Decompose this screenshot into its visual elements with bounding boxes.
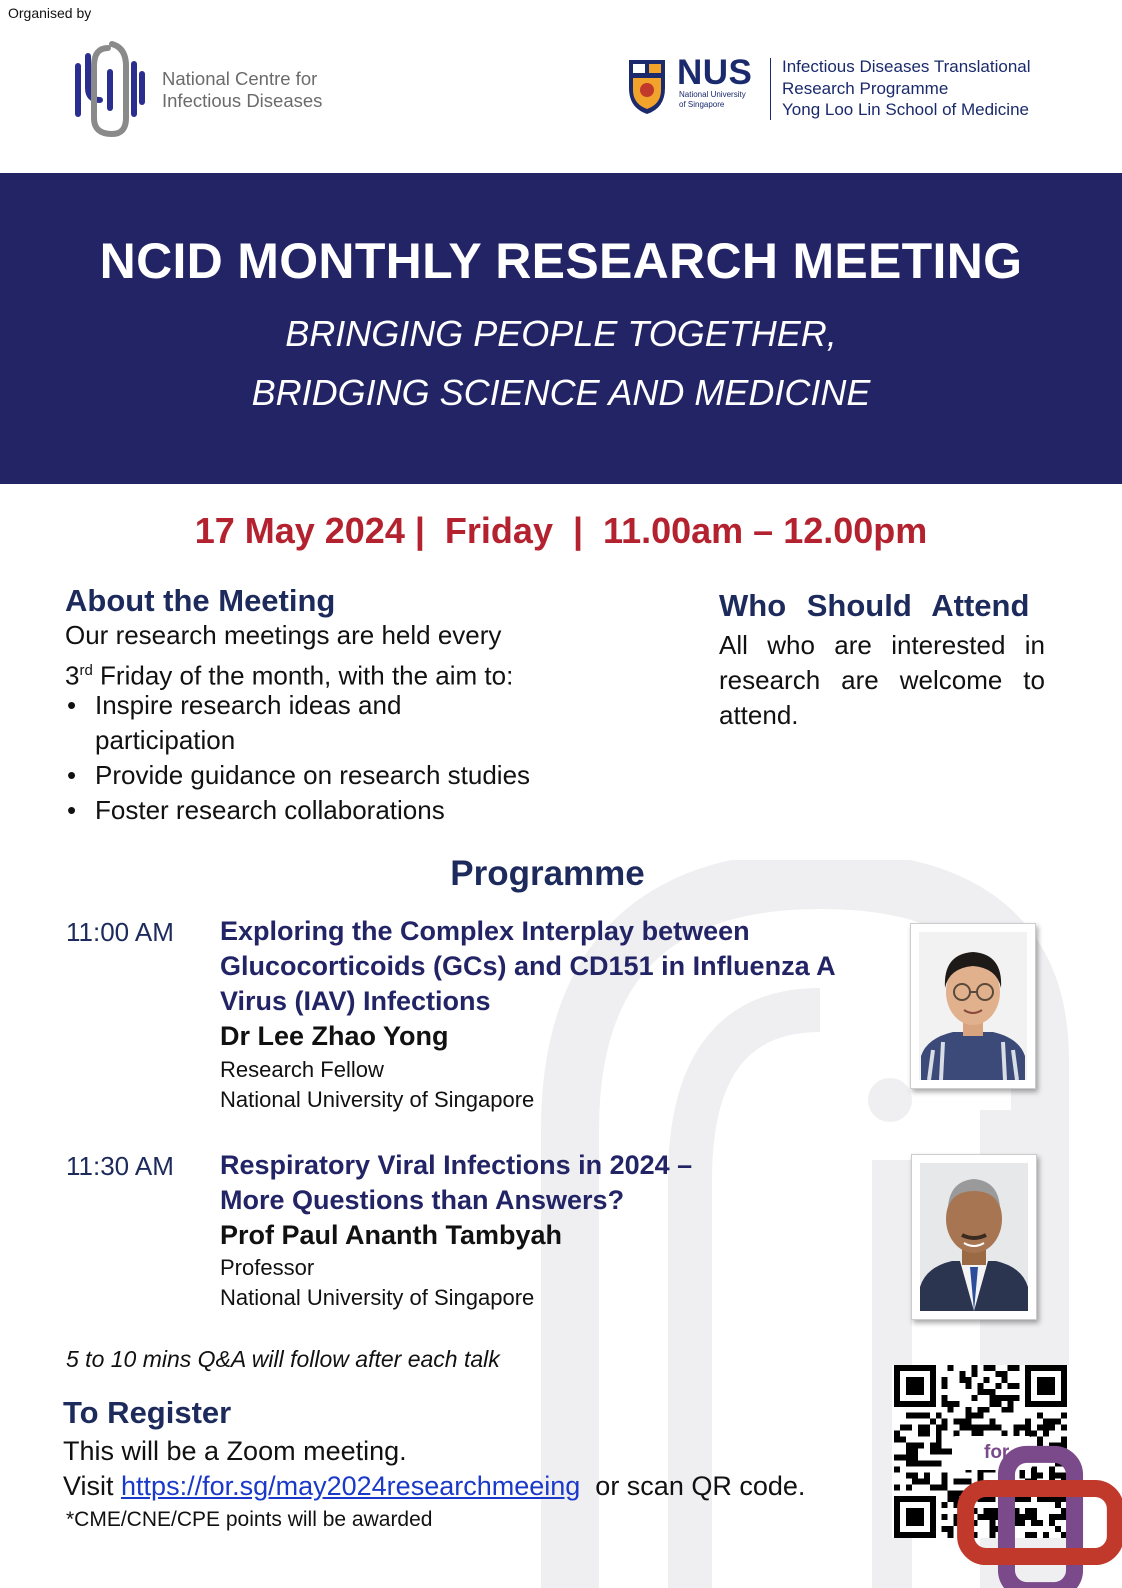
- tagline-line1: BRINGING PEOPLE TOGETHER,: [285, 313, 837, 354]
- register-zoom-note: This will be a Zoom meeting.: [63, 1436, 407, 1466]
- nus-divider: [770, 58, 771, 120]
- forsg-logo-icon: [952, 1436, 1122, 1588]
- registration-qr-code[interactable]: [892, 1365, 1069, 1538]
- speaker-photo: [911, 1154, 1037, 1320]
- nus-wordmark: NUS: [677, 53, 753, 92]
- nus-subtitle: [679, 90, 746, 110]
- ncid-name: [162, 68, 322, 112]
- nus-subtitle-line2: of Singapore: [679, 100, 725, 109]
- tagline-line2: BRIDGING SCIENCE AND MEDICINE: [251, 372, 871, 413]
- speaker-organisation: National University of Singapore: [220, 1087, 535, 1112]
- nus-programme-line1: Infectious Diseases Translational: [782, 57, 1031, 76]
- qa-note: 5 to 10 mins Q&A will follow after each talk: [66, 1346, 500, 1372]
- speaker-portrait-icon: [919, 932, 1027, 1080]
- talk-time: 11:00 AM: [66, 917, 174, 947]
- ordinal-number: 3: [65, 660, 80, 691]
- ncid-name-line1: National Centre for: [162, 68, 318, 89]
- organised-by-label: Organised by: [8, 5, 92, 21]
- speaker-photo: [910, 923, 1036, 1089]
- qr-logo: [952, 1436, 1036, 1470]
- nus-crest-icon: [627, 58, 667, 116]
- speaker-portrait-icon: [920, 1163, 1028, 1311]
- cme-points-note: *CME/CNE/CPE points will be awarded: [66, 1508, 433, 1531]
- about-intro: [65, 618, 625, 694]
- aims-list-item: • Foster research collaborations: [65, 793, 665, 828]
- nus-subtitle-line1: National University: [679, 90, 746, 99]
- nus-programme-line2: Research Programme: [782, 78, 949, 98]
- meeting-title: NCID MONTHLY RESEARCH MEETING: [99, 233, 1023, 289]
- talk-title: Respiratory Viral Infections in 2024 – More Questions than Answers?: [220, 1150, 693, 1215]
- registration-link[interactable]: https://for.sg/may2024researchmeeing: [121, 1471, 581, 1501]
- register-visit-text: Visit: [63, 1471, 122, 1501]
- about-intro-line1: Our research meetings are held every: [65, 620, 502, 650]
- ordinal-suffix: rd: [79, 662, 93, 679]
- nus-programme-line3: Yong Loo Lin School of Medicine: [782, 100, 1029, 119]
- aims-list-item: • Provide guidance on research studies: [65, 758, 665, 793]
- talk-time: 11:30 AM: [66, 1151, 174, 1181]
- speaker-name: Prof Paul Ananth Tambyah: [220, 1220, 563, 1250]
- speaker-name: Dr Lee Zhao Yong: [220, 1021, 449, 1051]
- nus-programme-name: [782, 56, 1031, 121]
- aims-list: [65, 688, 665, 828]
- speaker-role: Research Fellow: [220, 1057, 384, 1082]
- about-intro-rest: Friday of the month, with the aim to:: [92, 660, 514, 691]
- speaker-role: Professor: [220, 1255, 315, 1280]
- register-instructions: [63, 1471, 805, 1502]
- aims-list-item: • Inspire research ideas and participation: [65, 688, 465, 758]
- register-heading: To Register: [63, 1395, 232, 1430]
- who-should-attend-heading: Who Should Attend: [719, 588, 1030, 623]
- event-date-time: 17 May 2024 | Friday | 11.00am – 12.00pm: [194, 510, 928, 551]
- register-scan-text: or scan QR code.: [580, 1471, 806, 1501]
- qr-logo-text: for.sg: [984, 1442, 1036, 1463]
- who-should-attend-text: All who are interested in research are welcome to attend.: [719, 630, 1045, 730]
- ncid-name-line2: Infectious Diseases: [162, 90, 323, 111]
- programme-heading: Programme: [450, 854, 645, 893]
- speaker-organisation: National University of Singapore: [220, 1285, 535, 1310]
- about-heading: About the Meeting: [65, 583, 336, 618]
- talk-title: Exploring the Complex Interplay between Glucocorticoids (GCs) and CD151 in Influenza A Virus (IAV) Infections: [220, 916, 835, 1016]
